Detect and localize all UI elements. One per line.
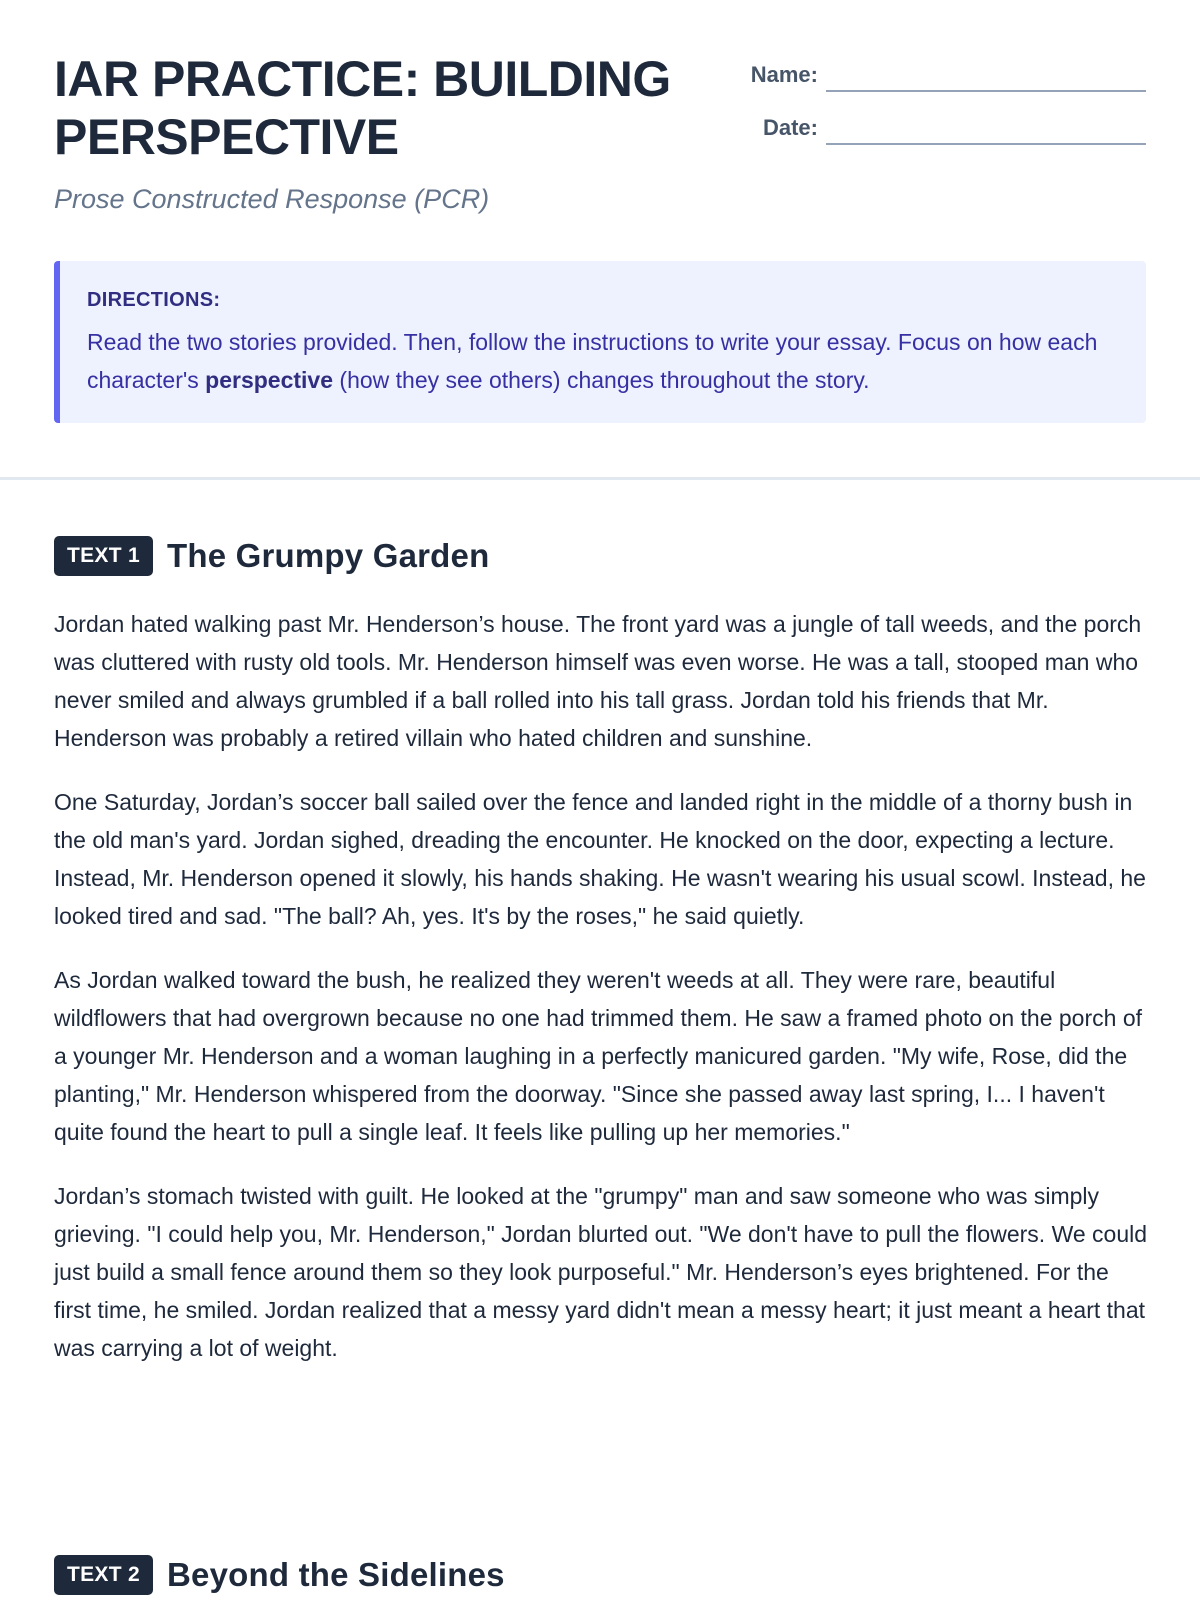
directions-label: DIRECTIONS:: [87, 289, 221, 311]
page-subtitle: Prose Constructed Response (PCR): [54, 184, 490, 214]
directions-keyword: perspective: [205, 367, 334, 393]
text2-heading: [54, 1553, 505, 1597]
text1-story: [54, 605, 1150, 1393]
directions-text-end: (how they see others) changes throughout the story.: [333, 367, 870, 393]
name-line[interactable]: [826, 90, 1146, 92]
text2-title: Beyond the Sidelines: [166, 1556, 505, 1593]
section-divider: [0, 477, 1200, 480]
date-line[interactable]: [826, 143, 1146, 145]
worksheet-header: [54, 50, 1146, 230]
date-field: [704, 113, 1146, 153]
text1-badge: TEXT 1: [54, 536, 153, 576]
directions-text: [87, 323, 1106, 399]
story-paragraph: One Saturday, Jordan’s soccer ball sailed over the fence and landed right in the middle of a thorny bush in the old man's yard. Jordan sighed, dreading the encounter. He knocked on the door, expecting a lecture. Instead, Mr. Henderson opened it slowly, his hands shaking. He wasn't wearing his usual scowl. Instead, he looked tired and sad. "The ball? Ah, yes. It's by the roses," he said quietly.: [54, 789, 1146, 929]
name-label: Name:: [750, 62, 818, 87]
page-title: IAR PRACTICE: BUILDING PERSPECTIVE: [54, 51, 671, 165]
date-label: Date:: [762, 115, 818, 140]
story-paragraph: As Jordan walked toward the bush, he realized they weren't weeds at all. They were rare, beautiful wildflowers that had overgrown because no one had trimmed them. He saw a framed photo on the porch of a younger Mr. Henderson and a woman laughing in a perfectly manicured garden. "My wife, Rose, did the planting," Mr. Henderson whispered from the doorway. "Since she passed away last spring, I... I haven't quite found the heart to pull a single leaf. It feels like pulling up her memories.": [54, 967, 1142, 1145]
text2-badge: TEXT 2: [54, 1555, 153, 1595]
story-paragraph: Jordan hated walking past Mr. Henderson’s house. The front yard was a jungle of tall weeds, and the porch was cluttered with rusty old tools. Mr. Henderson himself was even worse. He was a tall, stooped man who never smiled and always grumbled if a ball rolled into his tall grass. Jordan told his friends that Mr. Henderson was probably a retired villain who hated children and sunshine.: [54, 611, 1142, 751]
text1-heading: [54, 534, 489, 578]
directions-box: [54, 261, 1146, 423]
name-field: [704, 60, 1146, 100]
story-paragraph: Jordan’s stomach twisted with guilt. He looked at the "grumpy" man and saw someone who was simply grieving. "I could help you, Mr. Henderson," Jordan blurted out. "We don't have to pull the flowers. We could just build a small fence around them so they look purposeful." Mr. Henderson’s eyes brightened. For the first time, he smiled. Jordan realized that a messy yard didn't mean a messy heart; it just meant a heart that was carrying a lot of weight.: [54, 1183, 1148, 1361]
text1-title: The Grumpy Garden: [166, 537, 490, 574]
directions-text-start: Read the two stories provided. Then, follow the instructions to write your essay. Focus on how each character's: [87, 329, 1098, 393]
